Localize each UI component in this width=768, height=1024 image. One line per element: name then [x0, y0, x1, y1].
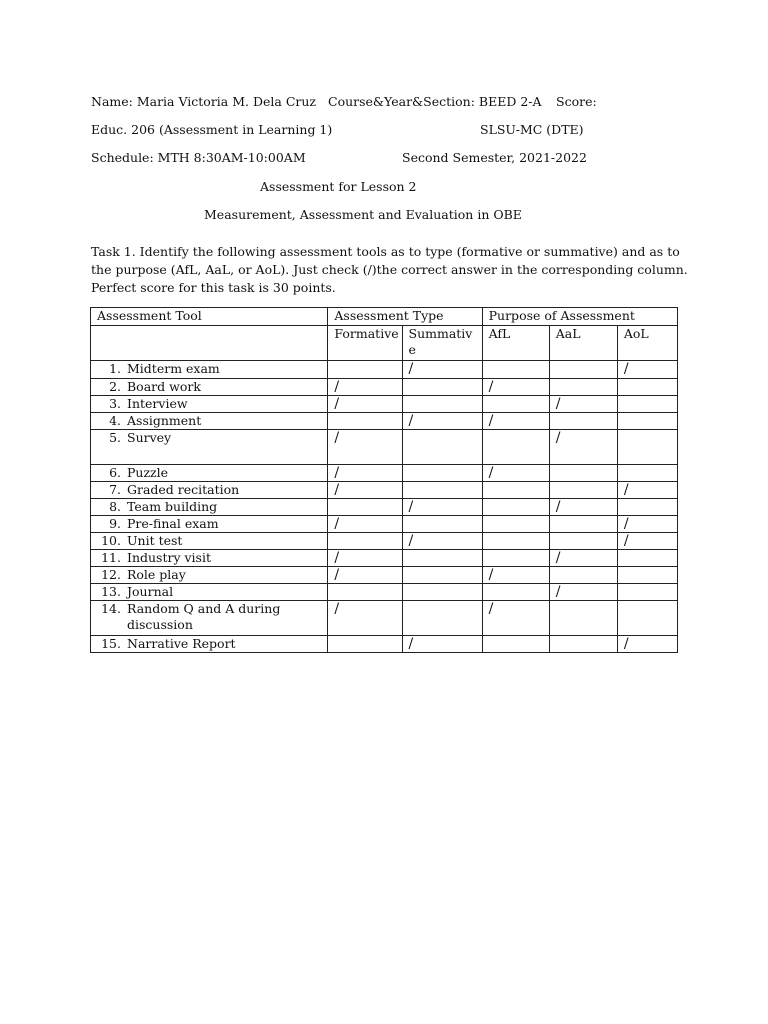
- check-cell-afl: [482, 567, 549, 584]
- check-cell-afl: [482, 550, 549, 567]
- tool-cell: [91, 465, 328, 482]
- tool-cell: [91, 430, 328, 465]
- check-cell-aal: [549, 636, 617, 653]
- table-row: [91, 516, 678, 533]
- tool-label: Journal: [127, 584, 174, 599]
- check-cell-formative: [328, 482, 402, 499]
- check-cell-aol: [617, 413, 677, 430]
- check-cell-aal: [549, 550, 617, 567]
- check-mark: /: [334, 430, 340, 446]
- check-cell-aol: [617, 396, 677, 413]
- check-cell-afl: [482, 361, 549, 379]
- check-mark: /: [488, 567, 494, 583]
- tool-label: Unit test: [127, 533, 183, 548]
- row-number: 7.: [109, 482, 121, 497]
- check-cell-formative: [328, 379, 402, 396]
- check-mark: /: [623, 533, 629, 549]
- tool-label: Interview: [127, 396, 188, 411]
- check-cell-summative: [402, 601, 482, 636]
- check-mark: /: [555, 550, 561, 566]
- check-cell-formative: [328, 396, 402, 413]
- assessment-title: Assessment for Lesson 2: [260, 179, 417, 194]
- check-mark: /: [334, 601, 340, 617]
- row-number: 1.: [109, 361, 121, 376]
- check-cell-aol: [617, 533, 677, 550]
- row-number: 9.: [109, 516, 121, 531]
- check-cell-afl: [482, 601, 549, 636]
- check-cell-afl: [482, 516, 549, 533]
- table-row: [91, 396, 678, 413]
- header-aal: AaL: [549, 326, 617, 361]
- school: SLSU-MC (DTE): [480, 122, 584, 137]
- row-number: 14.: [101, 601, 121, 616]
- tool-label: Random Q and A during discussion: [127, 601, 281, 632]
- check-cell-aol: [617, 379, 677, 396]
- header-afl: AfL: [482, 326, 549, 361]
- tool-label: Board work: [127, 379, 201, 394]
- row-number: 13.: [101, 584, 121, 599]
- check-cell-aol: [617, 361, 677, 379]
- assessment-table: [90, 307, 678, 653]
- header-blank: [91, 326, 328, 361]
- check-cell-aal: [549, 567, 617, 584]
- check-cell-summative: [402, 430, 482, 465]
- header-assessment-type: Assessment Type: [328, 308, 482, 326]
- check-cell-summative: [402, 567, 482, 584]
- check-mark: /: [408, 636, 414, 652]
- check-mark: /: [555, 430, 561, 446]
- check-cell-formative: [328, 361, 402, 379]
- check-cell-afl: [482, 379, 549, 396]
- header-assessment-tool: Assessment Tool: [91, 308, 328, 326]
- check-cell-summative: [402, 379, 482, 396]
- check-cell-aal: [549, 379, 617, 396]
- check-cell-afl: [482, 482, 549, 499]
- check-cell-afl: [482, 499, 549, 516]
- tool-label: Role play: [127, 567, 186, 582]
- row-number: 15.: [101, 636, 121, 651]
- row-number: 5.: [109, 430, 121, 445]
- tool-cell: [91, 516, 328, 533]
- tool-cell: [91, 636, 328, 653]
- row-number: 3.: [109, 396, 121, 411]
- check-cell-aal: [549, 361, 617, 379]
- check-cell-formative: [328, 516, 402, 533]
- check-cell-formative: [328, 533, 402, 550]
- check-cell-summative: [402, 636, 482, 653]
- check-cell-summative: [402, 584, 482, 601]
- tool-label: Midterm exam: [127, 361, 220, 376]
- table-row: [91, 636, 678, 653]
- check-cell-aol: [617, 567, 677, 584]
- check-cell-aol: [617, 499, 677, 516]
- check-cell-aal: [549, 413, 617, 430]
- course-section: Course&Year&Section: BEED 2-A: [328, 94, 542, 109]
- check-cell-formative: [328, 550, 402, 567]
- table-row: [91, 567, 678, 584]
- assessment-subtitle: Measurement, Assessment and Evaluation in OBE: [204, 207, 522, 222]
- tool-cell: [91, 601, 328, 636]
- check-cell-aol: [617, 601, 677, 636]
- check-cell-aal: [549, 601, 617, 636]
- table-row: [91, 550, 678, 567]
- header-purpose: Purpose of Assessment: [482, 308, 677, 326]
- tool-label: Puzzle: [127, 465, 169, 480]
- check-mark: /: [488, 413, 494, 429]
- semester: Second Semester, 2021-2022: [402, 150, 587, 165]
- check-cell-aal: [549, 499, 617, 516]
- check-mark: /: [408, 361, 414, 377]
- check-cell-summative: [402, 413, 482, 430]
- check-mark: /: [334, 567, 340, 583]
- row-number: 10.: [101, 533, 121, 548]
- table-row: [91, 601, 678, 636]
- check-mark: /: [334, 482, 340, 498]
- check-cell-formative: [328, 465, 402, 482]
- check-cell-aal: [549, 584, 617, 601]
- check-mark: /: [555, 499, 561, 515]
- check-cell-formative: [328, 499, 402, 516]
- check-cell-afl: [482, 413, 549, 430]
- check-cell-aal: [549, 430, 617, 465]
- tool-cell: [91, 396, 328, 413]
- header-formative: Formative: [328, 326, 402, 361]
- check-mark: /: [623, 482, 629, 498]
- check-cell-aal: [549, 516, 617, 533]
- check-mark: /: [488, 379, 494, 395]
- check-mark: /: [408, 533, 414, 549]
- tool-label: Graded recitation: [127, 482, 240, 497]
- check-mark: /: [334, 396, 340, 412]
- row-number: 6.: [109, 465, 121, 480]
- check-cell-summative: [402, 465, 482, 482]
- tool-cell: [91, 567, 328, 584]
- tool-cell: [91, 413, 328, 430]
- tool-cell: [91, 550, 328, 567]
- check-cell-aol: [617, 482, 677, 499]
- check-mark: /: [555, 396, 561, 412]
- check-mark: /: [555, 584, 561, 600]
- check-cell-aol: [617, 584, 677, 601]
- check-mark: /: [408, 499, 414, 515]
- check-mark: /: [334, 379, 340, 395]
- table-row: [91, 499, 678, 516]
- check-mark: /: [334, 550, 340, 566]
- check-cell-summative: [402, 516, 482, 533]
- check-cell-formative: [328, 430, 402, 465]
- tool-cell: [91, 361, 328, 379]
- tool-label: Narrative Report: [127, 636, 236, 651]
- tool-label: Assignment: [127, 413, 202, 428]
- check-cell-summative: [402, 482, 482, 499]
- check-cell-afl: [482, 584, 549, 601]
- check-mark: /: [623, 361, 629, 377]
- row-number: 8.: [109, 499, 121, 514]
- check-mark: /: [488, 465, 494, 481]
- check-cell-summative: [402, 499, 482, 516]
- check-mark: /: [334, 465, 340, 481]
- student-name: Name: Maria Victoria M. Dela Cruz: [91, 94, 316, 109]
- check-cell-aal: [549, 465, 617, 482]
- check-cell-formative: [328, 584, 402, 601]
- check-cell-afl: [482, 465, 549, 482]
- tool-label: Pre-final exam: [127, 516, 219, 531]
- check-mark: /: [623, 636, 629, 652]
- tool-label: Team building: [127, 499, 218, 514]
- table-row: [91, 533, 678, 550]
- header-summative: Summativ e: [402, 326, 482, 361]
- table-row: [91, 584, 678, 601]
- check-cell-afl: [482, 430, 549, 465]
- tool-cell: [91, 379, 328, 396]
- check-cell-summative: [402, 361, 482, 379]
- table-row: [91, 361, 678, 379]
- check-cell-formative: [328, 413, 402, 430]
- check-mark: /: [488, 601, 494, 617]
- check-cell-aol: [617, 430, 677, 465]
- check-mark: /: [623, 516, 629, 532]
- row-number: 4.: [109, 413, 121, 428]
- check-cell-summative: [402, 396, 482, 413]
- check-cell-summative: [402, 533, 482, 550]
- check-cell-aol: [617, 550, 677, 567]
- check-cell-formative: [328, 636, 402, 653]
- subject: Educ. 206 (Assessment in Learning 1): [91, 122, 333, 137]
- row-number: 2.: [109, 379, 121, 394]
- tool-cell: [91, 533, 328, 550]
- header-aol: AoL: [617, 326, 677, 361]
- tool-label: Survey: [127, 430, 172, 445]
- check-cell-formative: [328, 567, 402, 584]
- tool-cell: [91, 584, 328, 601]
- table-row: [91, 379, 678, 396]
- check-cell-aol: [617, 465, 677, 482]
- row-number: 12.: [101, 567, 121, 582]
- row-number: 11.: [101, 550, 121, 565]
- check-cell-aal: [549, 482, 617, 499]
- table-row: [91, 482, 678, 499]
- tool-label: Industry visit: [127, 550, 211, 565]
- check-cell-aol: [617, 636, 677, 653]
- tool-cell: [91, 499, 328, 516]
- check-cell-afl: [482, 396, 549, 413]
- check-cell-afl: [482, 533, 549, 550]
- check-cell-aal: [549, 396, 617, 413]
- table-row: [91, 430, 678, 465]
- table-row: [91, 413, 678, 430]
- check-cell-aol: [617, 516, 677, 533]
- check-cell-aal: [549, 533, 617, 550]
- tool-cell: [91, 482, 328, 499]
- task-instructions: Task 1. Identify the following assessment tools as to type (formative or summative) and as to the purpose (AfL, AaL, or AoL). Just check (/)the correct answer in the corresponding column. Perfect score for this task is 30 points.: [91, 244, 688, 295]
- check-cell-summative: [402, 550, 482, 567]
- schedule: Schedule: MTH 8:30AM-10:00AM: [91, 150, 306, 165]
- check-cell-afl: [482, 636, 549, 653]
- check-cell-formative: [328, 601, 402, 636]
- check-mark: /: [408, 413, 414, 429]
- score-label: Score:: [556, 94, 597, 109]
- table-row: [91, 465, 678, 482]
- check-mark: /: [334, 516, 340, 532]
